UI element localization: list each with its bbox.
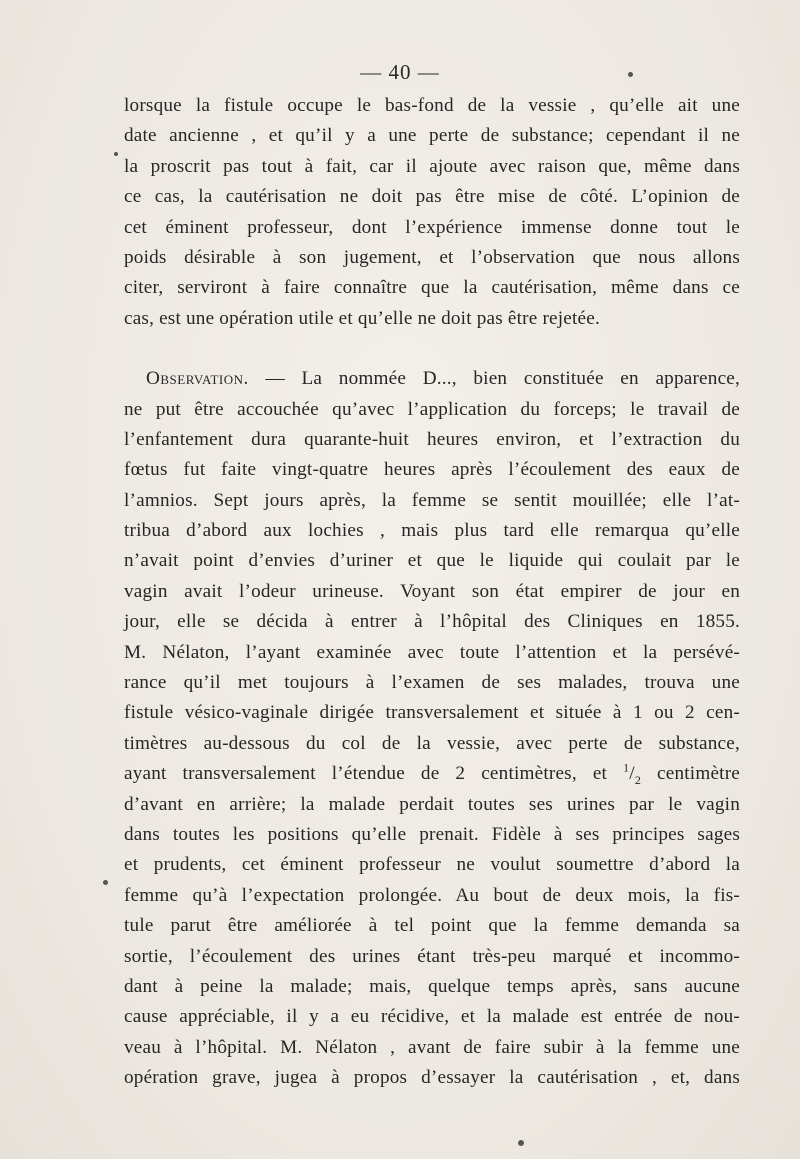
text-line: tribua d’abord aux lochies , mais plus tard elle remarqua qu’elle — [124, 520, 740, 542]
text-line: cet éminent professeur, dont l’expérience immense donne tout le — [124, 216, 740, 238]
fraction-numerator: 1 — [623, 760, 630, 775]
fraction-denominator: 2 — [634, 773, 642, 788]
ink-speck — [518, 1140, 524, 1146]
fraction-line-after: centimètre — [641, 763, 740, 785]
page-number-header: — 40 — — [360, 60, 440, 84]
observation-first-rest: — La nommée D..., bien constituée en apparence, — [248, 368, 740, 390]
text-line: M. Nélaton, l’ayant examinée avec toute l’attention et la persévé- — [124, 641, 740, 663]
text-line: jour, elle se décida à entrer à l’hôpital des Cliniques en 1855. — [124, 611, 740, 633]
text-line: l’enfantement dura quarante-huit heures environ, et l’extraction du — [124, 428, 740, 450]
text-line: sortie, l’écoulement des urines étant très-peu marqué et incommo- — [124, 945, 740, 967]
text-line: dant à peine la malade; mais, quelque temps après, sans aucune — [124, 975, 740, 997]
fraction-line-before: ayant transversalement l’étendue de 2 centimètres, et — [124, 763, 624, 785]
text-line: veau à l’hôpital. M. Nélaton , avant de faire subir à la femme une — [124, 1036, 740, 1058]
text-line: fistule vésico-vaginale dirigée transversalement et située à 1 ou 2 cen- — [124, 702, 740, 724]
ink-speck — [114, 152, 118, 156]
text-line: fœtus fut faite vingt-quatre heures après l’écoulement des eaux de — [124, 459, 740, 481]
text-line: poids désirable à son jugement, et l’observation que nous allons — [124, 246, 740, 268]
text-line: cas, est une opération utile et qu’elle ne doit pas être rejetée. — [124, 307, 600, 329]
text-line: la proscrit pas tout à fait, car il ajoute avec raison que, même dans — [124, 155, 740, 177]
text-line: vagin avait l’odeur urineuse. Voyant son état empirer de jour en — [124, 580, 740, 602]
text-line: opération grave, jugea à propos d’essayer la cautérisation , et, dans — [124, 1067, 740, 1089]
observation-label: Observation. — [146, 368, 249, 390]
ink-speck — [628, 72, 633, 77]
text-line: ne put être accouchée qu’avec l’application du forceps; le travail de — [124, 398, 740, 420]
text-line: ce cas, la cautérisation ne doit pas être mise de côté. L’opinion de — [124, 186, 740, 208]
text-line: cause appréciable, il y a eu récidive, et la malade est entrée de nou- — [124, 1006, 740, 1028]
paragraph-gap — [124, 334, 740, 364]
text-line: citer, serviront à faire connaître que la cautérisation, même dans ce — [124, 277, 740, 299]
observation-first-line — [124, 364, 740, 394]
text-line: timètres au-dessous du col de la vessie, avec perte de substance, — [124, 732, 740, 754]
text-line: tule parut être améliorée à tel point que la femme demanda sa — [124, 915, 740, 937]
fraction-line: ayant transversalement l’étendue de 2 centimètres, et $^1/_2$ centimètre — [124, 760, 740, 788]
text-line: lorsque la fistule occupe le bas-fond de la vessie , qu’elle ait une — [124, 95, 740, 116]
text-line: et prudents, cet éminent professeur ne voulut soumettre d’abord la — [124, 854, 740, 876]
ink-speck — [103, 880, 108, 885]
text-line: femme qu’à l’expectation prolongée. Au bout de deux mois, la fis- — [124, 884, 740, 906]
text-line: d’avant en arrière; la malade perdait toutes ses urines par le vagin — [124, 793, 740, 815]
text-line: n’avait point d’envies d’uriner et que le liquide qui coulait par le — [124, 550, 740, 572]
text-line: rance qu’il met toujours à l’examen de ses malades, trouva une — [124, 672, 740, 694]
body-text — [124, 91, 740, 1094]
text-line: dans toutes les positions qu’elle prenait. Fidèle à ses principes sages — [124, 823, 740, 845]
text-line: date ancienne , et qu’il y a une perte de substance; cependant il ne — [124, 125, 740, 147]
text-line: l’amnios. Sept jours après, la femme se sentit mouillée; elle l’at- — [124, 489, 740, 511]
